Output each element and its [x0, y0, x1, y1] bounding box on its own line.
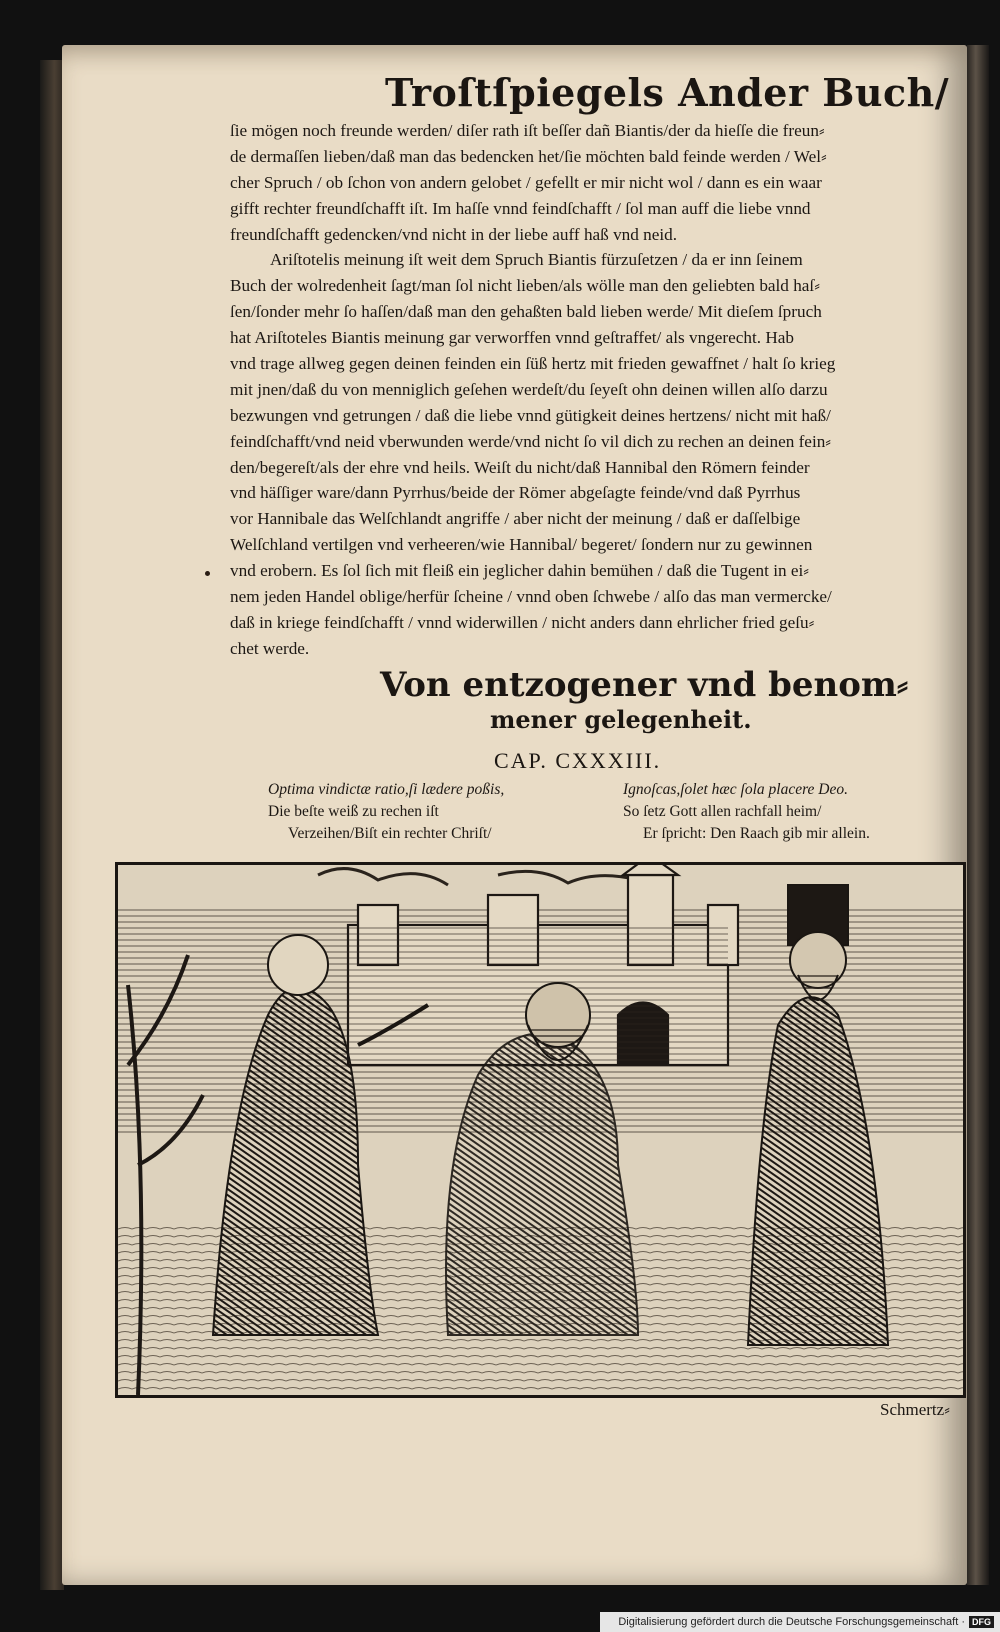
body-line: Welſchland vertilgen vnd verheeren/wie Hannibal/ begeret/ ſondern nur zu gewinnen	[230, 535, 813, 555]
margin-mark	[205, 571, 210, 576]
motto-left-line1: Die beſte weiß zu rechen iſt	[268, 803, 439, 820]
body-text	[230, 118, 965, 662]
woodcut-illustration	[115, 862, 966, 1398]
body-line: vor Hannibale das Welſchlandt angriffe / aber nicht der meinung / daß er daſſelbige	[230, 509, 801, 529]
body-line: bezwungen vnd getrungen / daß die liebe vnnd gütigkeit deines hertzens/ nicht mit haß/	[230, 405, 831, 425]
book-spine-shadow	[40, 60, 64, 1590]
body-line: den/begereſt/als der ehre vnd heils. Weiſt du nicht/daß Hannibal den Römern feinder	[230, 457, 810, 477]
body-line: chet werde.	[230, 638, 310, 658]
chapter-heading-line2: mener gelegenheit.	[490, 705, 752, 734]
motto-left-line2: Verzeihen/Biſt ein rechter Chriſt/	[288, 825, 492, 842]
body-line: Ariſtotelis meinung iſt weit dem Spruch Biantis fürzuſetzen / da er inn ſeinem	[270, 250, 803, 270]
motto-left-latin: Optima vindictæ ratio,ſi lædere poßis,	[268, 781, 505, 798]
footer-text: Digitalisierung gefördert durch die Deutsche Forschungsgemeinschaft ·	[618, 1616, 965, 1628]
catchword: Schmertz⸗	[880, 1400, 950, 1419]
body-line: freundſchafft gedencken/vnd nicht in der liebe auff haß vnd neid.	[230, 224, 678, 244]
dfg-badge: DFG	[969, 1616, 994, 1628]
woodcut-drawing	[118, 865, 963, 1395]
page-edge	[967, 45, 989, 1585]
body-line: hat Ariſtoteles Biantis meinung gar verworffen vnnd geſtraffet/ als vngerecht. Hab	[230, 328, 794, 348]
body-line: mit jnen/daß du von menniglich geſehen werdeſt/du ſeyeſt ohn deinen willen alſo darzu	[230, 379, 828, 399]
body-line: ſie mögen noch freunde werden/ diſer rath iſt beſſer dañ Biantis/der da hieſſe die freun⸗	[230, 121, 825, 140]
chapter-number: CAP. CXXXIII.	[494, 748, 662, 773]
digitization-footer	[600, 1612, 1000, 1632]
body-line: cher Spruch / ob ſchon von andern gelobet / gefellt er mir nicht wol / dann es ein waar	[230, 172, 822, 192]
body-line: gifft rechter freundſchafft iſt. Im haſſe vnnd feindſchafft / ſol man auff die liebe vnnd	[230, 198, 811, 218]
body-line: vnd häſſiger ware/dann Pyrrhus/beide der Römer abgeſagte feinde/vnd daß Pyrrhus	[230, 483, 801, 503]
chapter-heading	[380, 665, 909, 735]
motto-right-latin: Ignoſcas,ſolet hæc ſola placere Deo.	[623, 781, 848, 798]
body-line: nem jeden Handel oblige/herfür ſcheine / vnnd oben ſchwebe / alſo das man vermercke/	[230, 587, 832, 607]
body-line: feindſchafft/vnd neid vberwunden werde/vnd nicht ſo vil dich zu rechen an deinen fein⸗	[230, 431, 832, 451]
body-line: vnd trage allweg gegen deinen feinden ein ſüß hertz mit frieden gewaffnet / halt ſo krieg	[230, 354, 836, 374]
body-line: ſen/ſonder mehr ſo haſſen/daß man den gehaßten bald lieben werde/ Mit dieſem ſpruch	[230, 302, 822, 322]
body-line: de dermaſſen lieben/daß man das bedencken het/ſie möchten bald feinde werden / Wel⸗	[230, 146, 827, 166]
chapter-heading-line1: Von entzogener vnd benom⸗	[380, 665, 909, 705]
body-line: vnd erobern. Es ſol ſich mit fleiß ein jeglicher dahin bemühen / daß die Tugent in ei⸗	[230, 561, 809, 581]
motto-right	[623, 779, 870, 845]
body-line: Buch der wolredenheit ſagt/man ſol nicht lieben/als wölle man den geliebten bald haſ⸗	[230, 276, 820, 296]
motto-left	[268, 779, 504, 845]
motto-right-line2: Er ſpricht: Den Raach gib mir allein.	[643, 825, 870, 842]
motto-right-line1: So ſetz Gott allen rachfall heim/	[623, 803, 822, 820]
body-line: daß in kriege feindſchafft / vnnd widerwillen / nicht anders dann ehrlicher fried geſu⸗	[230, 612, 815, 632]
running-header: Troſtſpiegels Ander Buch/	[385, 70, 950, 115]
